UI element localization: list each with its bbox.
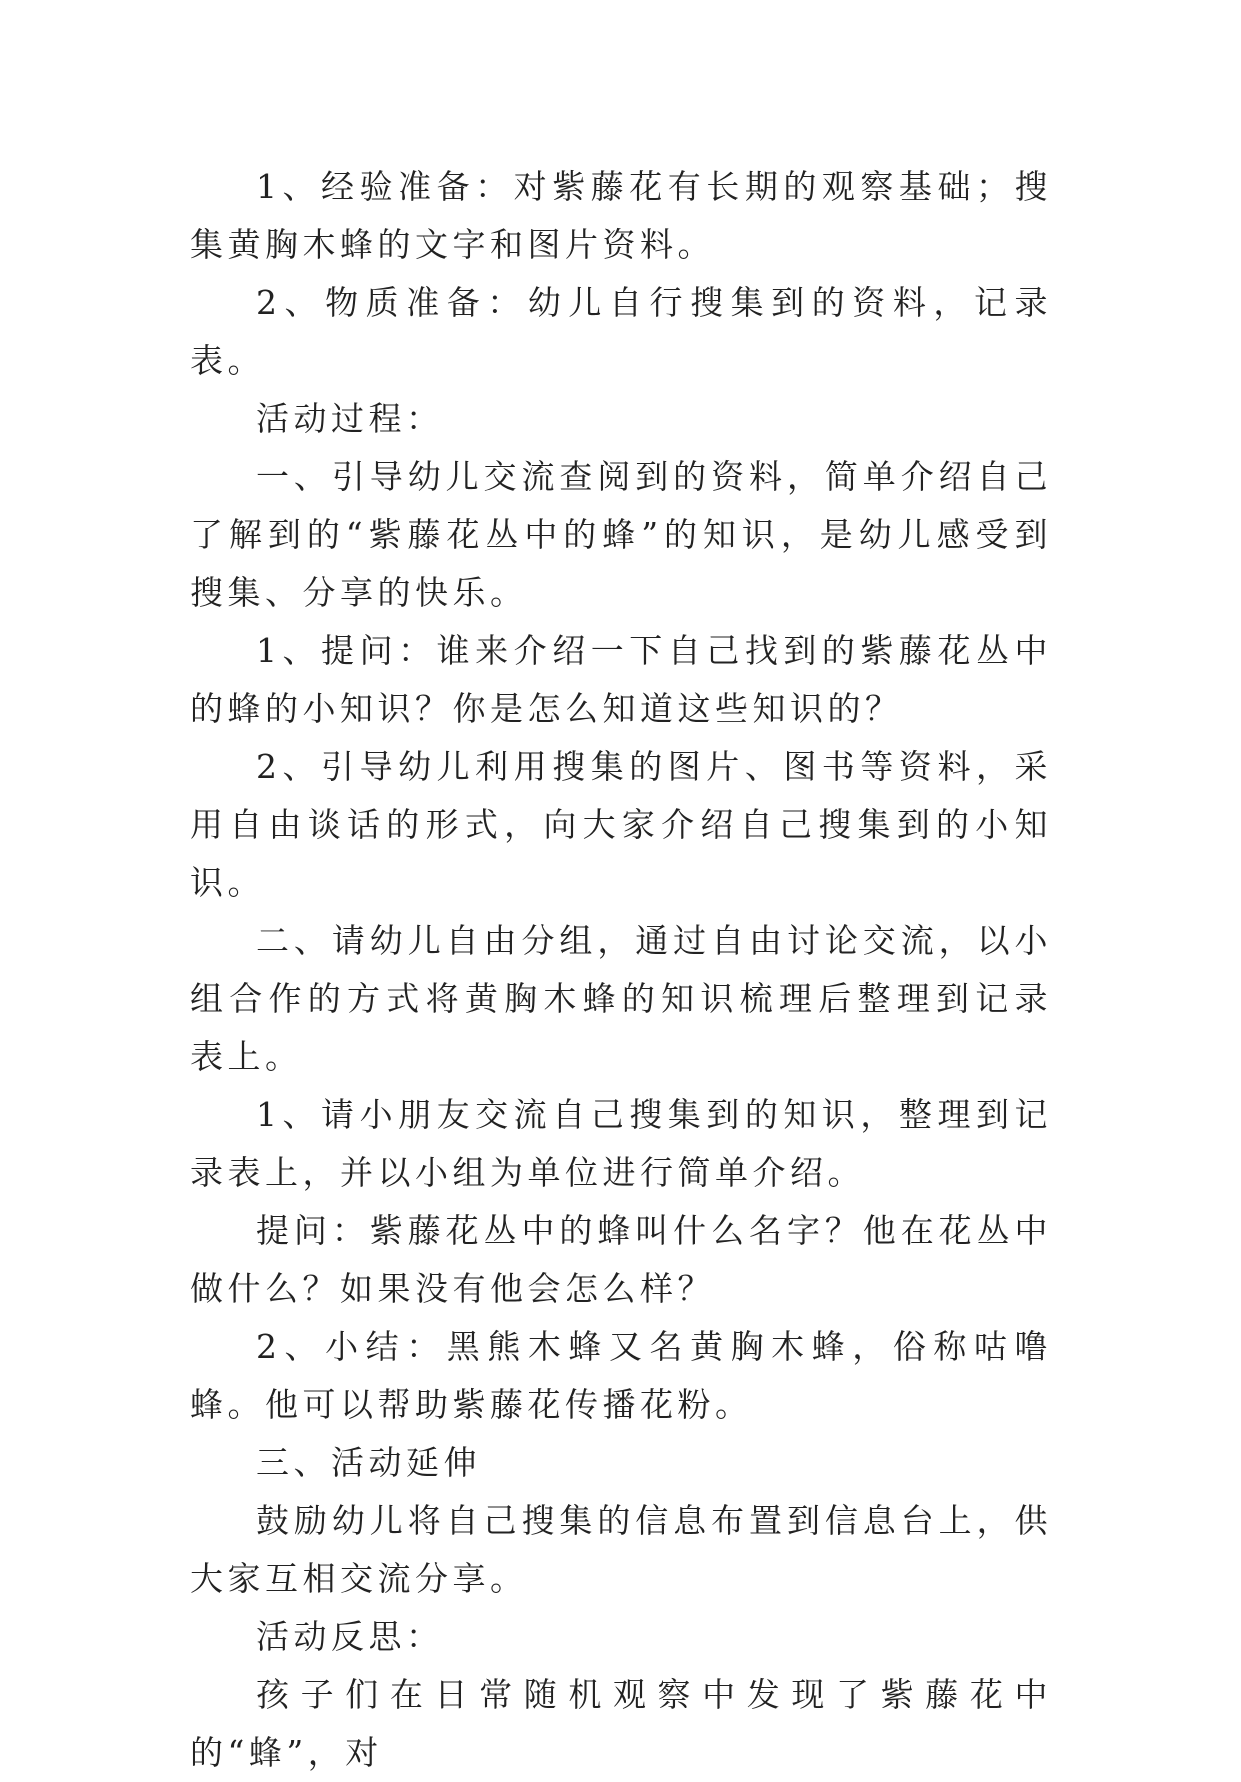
paragraph-step-two-question: 提问：紫藤花丛中的蜂叫什么名字？他在花丛中做什么？如果没有他会怎么样？ — [190, 1211, 1052, 1308]
section-heading-reflection: 活动反思： — [256, 1617, 444, 1656]
paragraph-step-two: 二、请幼儿自由分组，通过自由讨论交流，以小组合作的方式将黄胸木蜂的知识梳理后整理到记录表上。 — [190, 921, 1052, 1076]
paragraph-experience-prep: 1、经验准备：对紫藤花有长期的观察基础；搜集黄胸木蜂的文字和图片资料。 — [190, 167, 1052, 264]
paragraph-step-two-summary: 2、小结：黑熊木蜂又名黄胸木蜂，俗称咕噜蜂。他可以帮助紫藤花传播花粉。 — [190, 1327, 1052, 1424]
document-body — [190, 158, 1052, 1782]
section-heading-extension: 三、活动延伸 — [256, 1443, 481, 1482]
paragraph-step-one: 一、引导幼儿交流查阅到的资料，简单介绍自己了解到的“紫藤花丛中的蜂”的知识，是幼儿感受到搜集、分享的快乐。 — [190, 457, 1052, 612]
paragraph-step-one-question: 1、提问：谁来介绍一下自己找到的紫藤花丛中的蜂的小知识？你是怎么知道这些知识的？ — [190, 631, 1052, 728]
paragraph-material-prep: 2、物质准备：幼儿自行搜集到的资料，记录表。 — [190, 283, 1052, 380]
paragraph-extension: 鼓励幼儿将自己搜集的信息布置到信息台上，供大家互相交流分享。 — [190, 1501, 1052, 1598]
section-heading-activity-process: 活动过程： — [256, 399, 444, 438]
paragraph-step-two-exchange: 1、请小朋友交流自己搜集到的知识，整理到记录表上，并以小组为单位进行简单介绍。 — [190, 1095, 1052, 1192]
paragraph-reflection: 孩子们在日常随机观察中发现了紫藤花中的“蜂”，对 — [190, 1675, 1052, 1772]
paragraph-step-one-guide: 2、引导幼儿利用搜集的图片、图书等资料，采用自由谈话的形式，向大家介绍自己搜集到的小知识。 — [190, 747, 1052, 902]
